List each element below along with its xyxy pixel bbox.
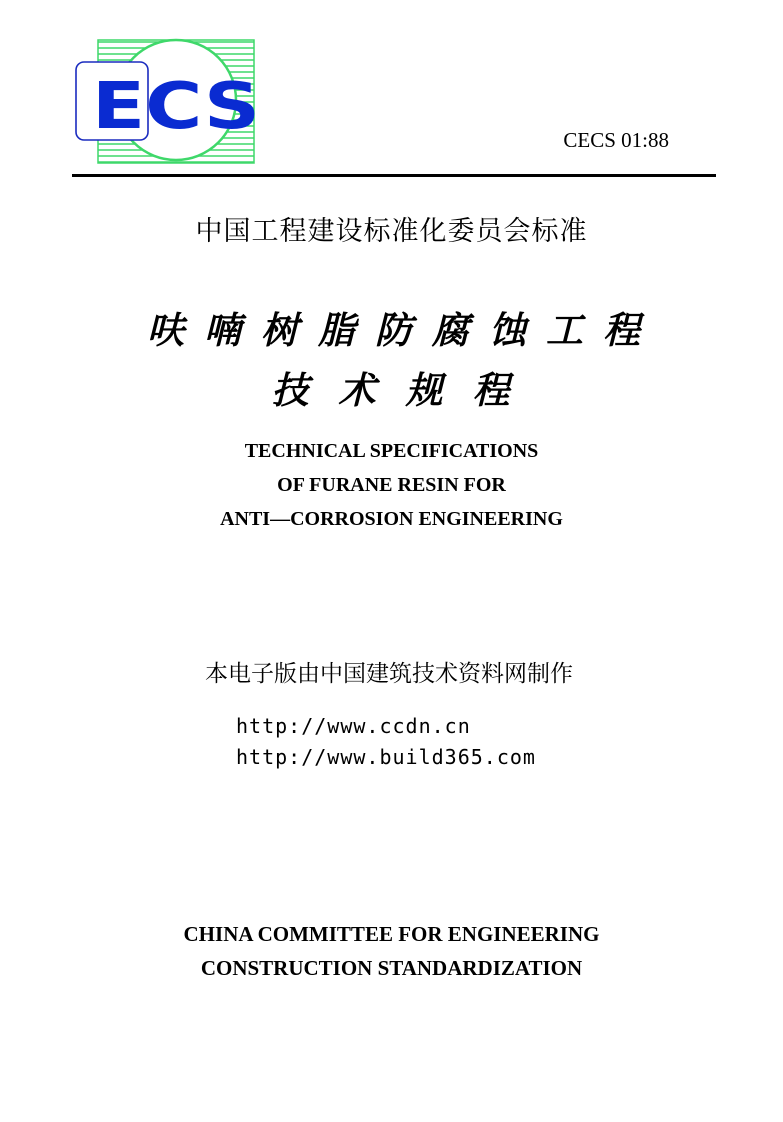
producer-url-1[interactable]: http://www.ccdn.cn [236,714,471,738]
standard-code: CECS 01:88 [563,128,669,152]
organization-line1: CHINA COMMITTEE FOR ENGINEERING [183,922,600,946]
header-rule [72,174,716,177]
organization-line2: CONSTRUCTION STANDARDIZATION [200,956,583,980]
ecs-logo-graphic [72,38,282,166]
logo-text: ECS [91,68,261,144]
title-english-line2: OF FURANE RESIN FOR [277,474,506,496]
producer-url-2[interactable]: http://www.build365.com [236,745,536,769]
title-chinese-line1: 呋喃树脂防腐蚀工程 [147,308,660,352]
title-chinese-line2: 技术规程 [271,368,540,412]
title-english-line1: TECHNICAL SPECIFICATIONS [244,440,539,462]
title-english-line3: ANTI—CORROSION ENGINEERING [220,508,563,530]
committee-chinese: 中国工程建设标准化委员会标准 [195,216,588,247]
ecs-logo [72,38,282,166]
producer-note: 本电子版由中国建筑技术资料网制作 [205,661,573,687]
